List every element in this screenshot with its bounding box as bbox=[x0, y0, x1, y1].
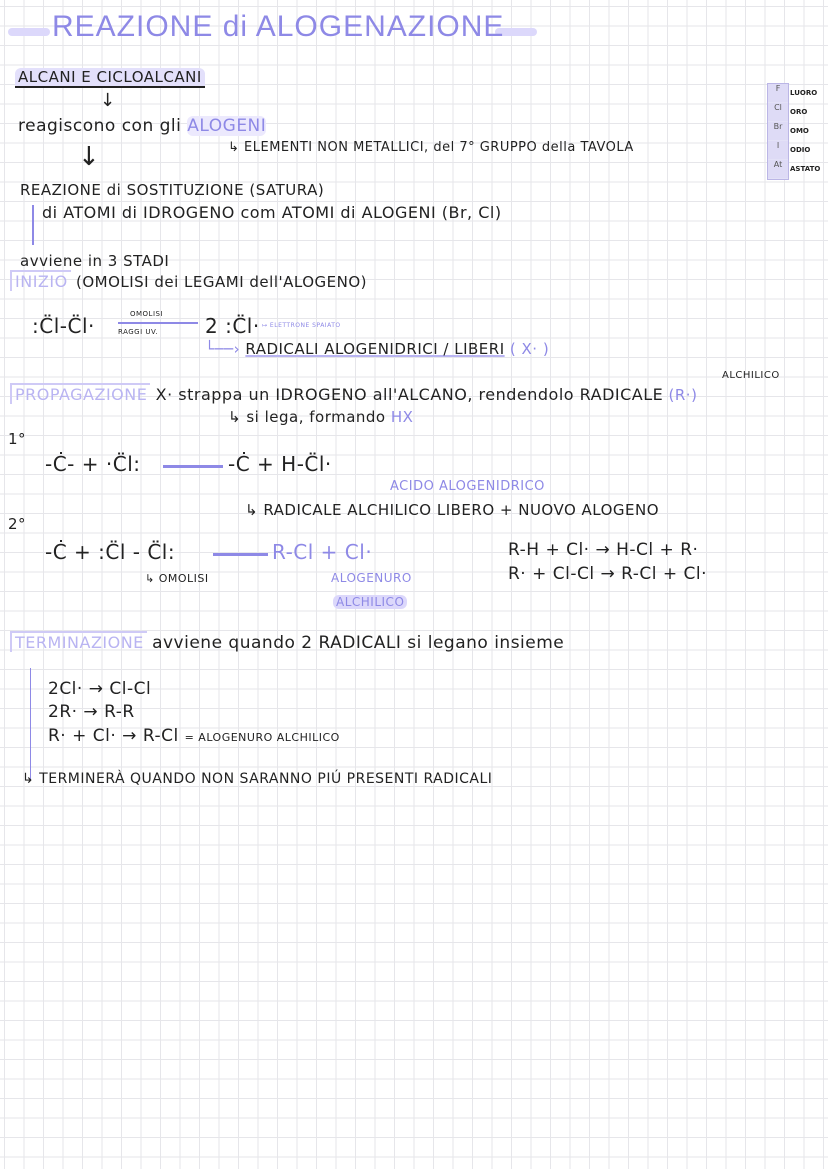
inizio-eq-right: 2 :C̈l· bbox=[205, 314, 260, 338]
term-eq3-note: = ALOGENURO ALCHILICO bbox=[184, 731, 340, 744]
bracket-line bbox=[32, 205, 34, 245]
inizio-line bbox=[10, 272, 367, 291]
radicali-text bbox=[205, 340, 549, 358]
step2-eq2: R· + Cl-Cl → R-Cl + Cl· bbox=[508, 564, 708, 584]
alchilico-label: ALCHILICO bbox=[333, 595, 407, 609]
section-heading: ALCANI E CICLOALCANI bbox=[15, 68, 205, 88]
propagazione-tag: PROPAGAZIONE bbox=[10, 383, 150, 404]
acido-label: ACIDO ALOGENIDRICO bbox=[390, 479, 545, 494]
down-arrow-icon: ↓ bbox=[78, 142, 101, 172]
bracket-line bbox=[30, 668, 31, 780]
terminazione-line bbox=[10, 633, 564, 653]
term-eq1: 2Cl· → Cl-Cl bbox=[48, 679, 152, 699]
element-cell: F bbox=[768, 84, 788, 103]
x-dot: ( X· ) bbox=[509, 340, 550, 358]
element-cell: I bbox=[768, 141, 788, 160]
step1-left: -Ċ- + ·C̈l: bbox=[45, 452, 141, 476]
reaction-arrow bbox=[163, 465, 223, 468]
atomi-text: di ATOMI di IDROGENO com ATOMI di ALOGENI (Br, Cl) bbox=[42, 203, 502, 222]
term-eq2: 2R· → R-R bbox=[48, 702, 135, 722]
radicali-label: RADICALI ALOGENIDRICI / LIBERI bbox=[245, 340, 505, 358]
propagazione-line bbox=[10, 385, 697, 404]
reazione-text: REAZIONE di SOSTITUZIONE (SATURA) bbox=[20, 181, 325, 199]
element-label: OMO bbox=[790, 127, 809, 135]
spaiato-note: ↦ ELETTRONE SPAIATO bbox=[262, 322, 341, 329]
lega-text bbox=[228, 408, 413, 426]
step2-left: -Ċ + :C̈l - C̈l: bbox=[45, 540, 176, 564]
r-dot: (R·) bbox=[668, 386, 698, 404]
reaction-arrow bbox=[118, 322, 198, 324]
arrow-icon: └──› bbox=[205, 340, 241, 358]
final-text: ↳ TERMINERÀ QUANDO NON SARANNO PIÚ PRESENTI RADICALI bbox=[22, 771, 493, 787]
elementi-text: ↳ ELEMENTI NON METALLICI, del 7° GRUPPO della TAVOLA bbox=[228, 140, 634, 155]
omolisi-label: ↳ OMOLISI bbox=[145, 572, 209, 585]
step2-number: 2° bbox=[8, 515, 27, 533]
alogenuro-label: ALOGENURO bbox=[331, 571, 412, 585]
step2-eq1: R-H + Cl· → H-Cl + R· bbox=[508, 540, 699, 560]
inizio-eq-left: :C̈l-C̈l· bbox=[32, 314, 95, 338]
alogeni-highlight: ALOGENI bbox=[187, 116, 267, 136]
step1-number: 1° bbox=[8, 430, 27, 448]
element-cell: At bbox=[768, 160, 788, 179]
lega-label: ↳ si lega, formando bbox=[228, 408, 386, 426]
reaction-arrow bbox=[213, 553, 268, 556]
reagiscono-label: reagiscono con gli bbox=[18, 116, 182, 136]
terminazione-text: avviene quando 2 RADICALI si legano insieme bbox=[152, 633, 565, 653]
down-arrow-icon: ↓ bbox=[100, 90, 116, 111]
title-decoration-left bbox=[8, 28, 50, 36]
element-cell: Cl bbox=[768, 103, 788, 122]
arrow-bottom-label: RAGGI UV. bbox=[118, 328, 159, 336]
term-eq3-formula: R· + Cl· → R-Cl bbox=[48, 726, 179, 746]
terminazione-tag: TERMINAZIONE bbox=[10, 631, 147, 652]
hx-label: HX bbox=[390, 408, 414, 426]
page-title: REAZIONE di ALOGENAZIONE bbox=[52, 10, 505, 43]
step2-right: R-Cl + Cl· bbox=[272, 540, 373, 564]
periodic-table-group bbox=[767, 83, 789, 180]
element-label: ODIO bbox=[790, 146, 811, 154]
radicale-text: ↳ RADICALE ALCHILICO LIBERO + NUOVO ALOGENO bbox=[245, 501, 660, 519]
arrow-top-label: OMOLISI bbox=[130, 310, 164, 318]
step1-right: -Ċ + H-C̈l· bbox=[228, 452, 332, 476]
term-eq3 bbox=[48, 726, 340, 746]
propagazione-text: X· strappa un IDROGENO all'ALCANO, rendendolo RADICALE bbox=[155, 385, 664, 404]
element-label: ORO bbox=[790, 108, 808, 116]
alchilico-note: ALCHILICO bbox=[722, 370, 780, 381]
element-label: LUORO bbox=[790, 89, 818, 97]
stadi-text: avviene in 3 STADI bbox=[20, 252, 170, 270]
reagiscono-text bbox=[18, 116, 266, 136]
element-cell: Br bbox=[768, 122, 788, 141]
element-label: ASTATO bbox=[790, 165, 821, 173]
inizio-text: (OMOLISI dei LEGAMI dell'ALOGENO) bbox=[75, 273, 367, 291]
inizio-tag: INIZIO bbox=[10, 270, 71, 291]
